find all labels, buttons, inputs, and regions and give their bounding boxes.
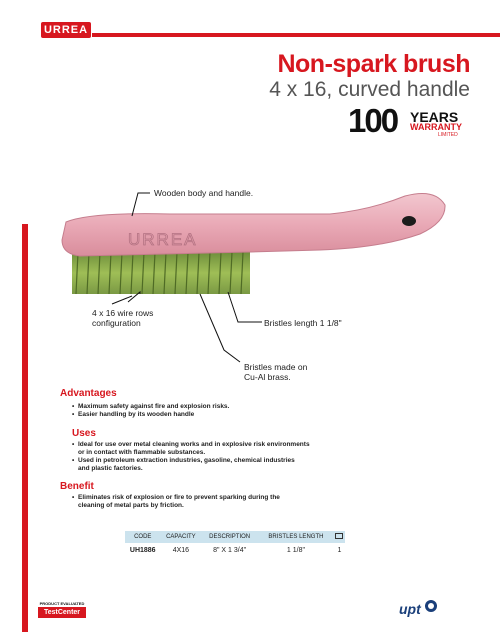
warranty-years: YEARS <box>410 109 459 125</box>
callout-bristles-length: Bristles length 1 1/8" <box>264 318 342 328</box>
warranty-limited: LIMITED <box>438 132 458 138</box>
header-description: DESCRIPTION <box>201 531 258 543</box>
test-center-label: TestCenter <box>38 607 86 618</box>
list-item: • Used in petroleum extraction industries, gasoline, chemical industries and plastic factories. <box>72 457 310 473</box>
callout-material-line1: Bristles made on <box>244 362 308 372</box>
cell-description: 8" X 1 3/4" <box>213 546 247 554</box>
handle-brand-text: URREA <box>128 230 198 249</box>
test-center-logo <box>38 601 86 619</box>
list-item: • Eliminates risk of explosion or fire to prevent sparking during the cleaning of metal parts by friction. <box>72 494 280 510</box>
upt-logo <box>399 597 439 619</box>
wooden-handle <box>62 193 445 256</box>
header-code: CODE <box>125 531 160 543</box>
list-item: • Easier handling by its wooden handle <box>72 411 229 419</box>
cell-package: 1 <box>337 546 342 554</box>
bristles <box>72 252 250 294</box>
uses-heading: Uses <box>72 428 96 439</box>
callout-body: Wooden body and handle. <box>154 188 254 198</box>
callout-bristles-material <box>244 362 307 382</box>
product-subtitle: 4 x 16, curved handle <box>269 78 470 101</box>
cell-capacity: 4X16 <box>172 546 190 554</box>
benefit-list <box>72 494 280 510</box>
upt-logo-text: upt <box>399 601 421 617</box>
cell-code: UH1886 <box>129 546 156 554</box>
spec-table-header <box>125 531 345 543</box>
handle-hole <box>402 216 416 226</box>
advantages-list <box>72 403 229 419</box>
list-item: • Maximum safety against fire and explosion risks. <box>72 403 229 411</box>
spec-table <box>125 531 345 557</box>
callout-rows-line2: configuration <box>92 318 141 328</box>
cell-bristles-length: 1 1/8" <box>286 546 305 554</box>
header-package-icon <box>334 531 345 543</box>
advantages-heading: Advantages <box>60 388 117 399</box>
callout-material-line2: Cu-Al brass. <box>244 372 291 382</box>
callout-rows <box>92 308 153 328</box>
header-bristles-length: BRISTLES LENGTH <box>258 531 334 543</box>
list-item: • Ideal for use over metal cleaning works and in explosive risk environments or in contact with flammable substances. <box>72 441 310 457</box>
callout-rows-line1: 4 x 16 wire rows <box>92 308 154 318</box>
benefit-heading: Benefit <box>60 481 94 492</box>
header-capacity: CAPACITY <box>160 531 201 543</box>
uses-list <box>72 441 310 473</box>
product-title: Non-spark brush <box>277 50 470 78</box>
warranty-label: WARRANTY <box>410 122 462 132</box>
box-icon <box>335 533 343 539</box>
warranty-number: 100 <box>348 102 398 139</box>
brand-logo-text: URREA <box>43 24 89 36</box>
test-center-caption: PRODUCT EVALUATED <box>39 601 85 606</box>
table-row <box>125 543 345 557</box>
